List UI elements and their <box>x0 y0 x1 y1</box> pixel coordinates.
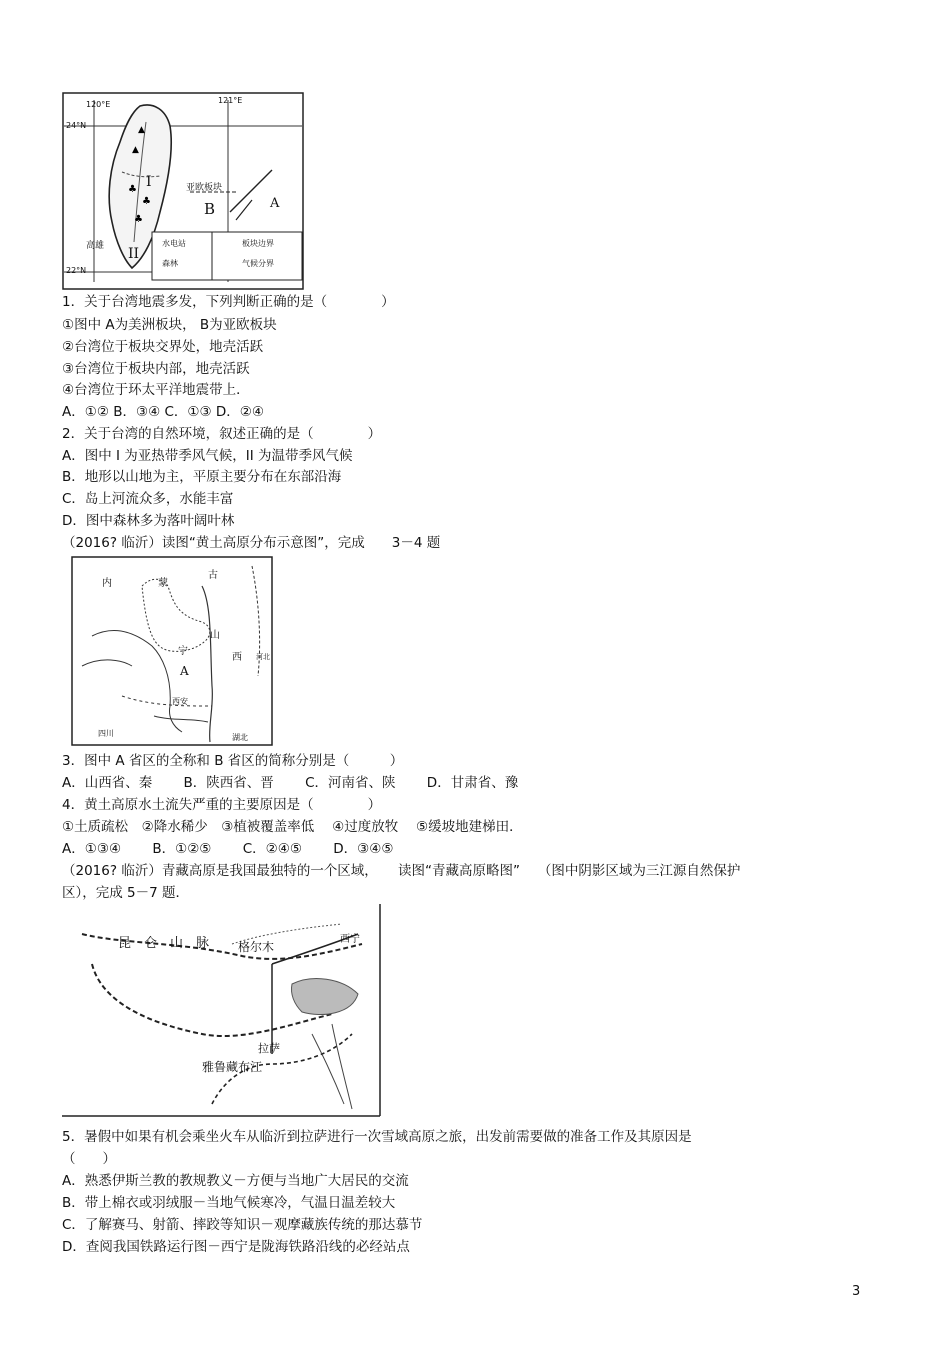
label-xining: 西宁 <box>340 934 360 945</box>
q1-options: A．①② B．③④ C．①③ D．②④ <box>62 404 265 420</box>
region-i-label: I <box>146 174 152 190</box>
q3-stem: 3．图中 A 省区的全称和 B 省区的简称分别是（ ） <box>62 753 404 769</box>
label-xi: 西 <box>232 652 242 663</box>
label-shan: 山 <box>210 630 220 641</box>
q5-stem: 5．暑假中如果有机会乘坐火车从临沂到拉萨进行一次雪域高原之旅，出发前需要做的准备工作及其原因是 <box>62 1129 692 1145</box>
tibet-plateau-map <box>62 904 382 1124</box>
letter-b: B <box>204 200 216 218</box>
q2-option-d: D．图中森林多为落叶阔叶林 <box>62 513 235 529</box>
page-number: 3 <box>852 1284 861 1299</box>
svg-text:▲: ▲ <box>138 125 145 135</box>
q2-option-b: B．地形以山地为主，平原主要分布在东部沿海 <box>62 469 342 485</box>
plate-label: 亚欧板块 <box>186 183 223 193</box>
q1-stem: 1．关于台湾地震多发，下列判断正确的是（ ） <box>62 294 395 310</box>
q5-option-a: A．熟悉伊斯兰教的教规教义－方便与当地广大居民的交流 <box>62 1173 409 1189</box>
svg-text:♣: ♣ <box>128 184 137 195</box>
label-gu: 古 <box>208 570 218 581</box>
label-nei: 内 <box>102 578 112 589</box>
label-sichuan: 四川 <box>98 729 114 738</box>
letter-a: A <box>270 196 280 211</box>
label-kunlun: 昆 仑 山 脉 <box>118 936 210 951</box>
label-yarlung: 雅鲁藏布江 <box>202 1060 263 1074</box>
legend-boundary: 板块边界 <box>242 239 274 248</box>
q4-options: A．①③④ B．①②⑤ C．②④⑤ D．③④⑤ <box>62 841 394 857</box>
label-lasa: 拉萨 <box>258 1042 280 1055</box>
legend-water: 水电站 <box>162 239 186 248</box>
label-hubei: 湖北 <box>232 733 248 742</box>
q4-statements: ①土质疏松 ②降水稀少 ③植被覆盖率低 ④过度放牧 ⑤缓坡地建梯田． <box>62 819 523 835</box>
taiwan-map <box>62 92 304 290</box>
city-label: 高雄 <box>86 241 105 251</box>
q5-option-b: B．带上棉衣或羽绒服－当地气候寒冷，气温日温差较大 <box>62 1195 396 1211</box>
label-meng: 蒙 <box>158 578 168 589</box>
lat-top-label: 24°N <box>66 121 87 130</box>
lat-bottom-label: 22°N <box>66 266 87 275</box>
svg-text:▲: ▲ <box>132 145 139 155</box>
q1-statement-2: ②台湾位于板块交界处，地壳活跃 <box>62 339 264 355</box>
loess-plateau-map <box>62 556 274 748</box>
intro-5-7-line1: （2016? 临沂）青藏高原是我国最独特的一个区域， 读图“青藏高原略图” （图中阴影区域为三江源自然保护 <box>62 863 741 879</box>
label-ning: 宁 <box>178 646 188 657</box>
label-xian: 西安 <box>172 697 188 706</box>
q4-stem: 4．黄土高原水土流失严重的主要原因是（ ） <box>62 797 382 813</box>
q5-option-d: D．查阅我国铁路运行图－西宁是陇海铁路沿线的必经站点 <box>62 1239 410 1255</box>
lon-left-label: 120°E <box>86 100 111 109</box>
lon-right-label: 121°E <box>218 96 243 105</box>
svg-text:♣: ♣ <box>142 196 151 207</box>
label-a: A <box>180 664 189 678</box>
region-ii-label: II <box>128 246 140 262</box>
intro-3-4: （2016? 临沂）读图“黄土高原分布示意图”，完成 3－4 题 <box>62 535 441 551</box>
q2-option-a: A．图中 I 为亚热带季风气候，II 为温带季风气候 <box>62 448 353 464</box>
q3-options: A．山西省、秦 B．陕西省、晋 C．河南省、陕 D．甘肃省、豫 <box>62 775 519 791</box>
svg-text:♣: ♣ <box>134 214 143 225</box>
label-hebei: 河北 <box>256 653 270 661</box>
q1-statement-3: ③台湾位于板块内部，地壳活跃 <box>62 361 250 377</box>
intro-5-7-line2: 区），完成 5－7 题． <box>62 885 190 901</box>
q1-statement-1: ①图中 A为美洲板块， B为亚欧板块 <box>62 317 277 333</box>
legend-temp: 气候分界 <box>242 259 274 268</box>
q2-option-c: C．岛上河流众多，水能丰富 <box>62 491 234 507</box>
q5-paren: （ ） <box>62 1151 116 1167</box>
legend-forest: 森林 <box>162 259 178 268</box>
label-geermu: 格尔木 <box>238 940 275 954</box>
q2-stem: 2．关于台湾的自然环境，叙述正确的是（ ） <box>62 426 382 442</box>
q1-statement-4: ④台湾位于环太平洋地震带上． <box>62 382 250 398</box>
q5-option-c: C．了解赛马、射箭、摔跤等知识－观摩藏族传统的那达慕节 <box>62 1217 423 1233</box>
